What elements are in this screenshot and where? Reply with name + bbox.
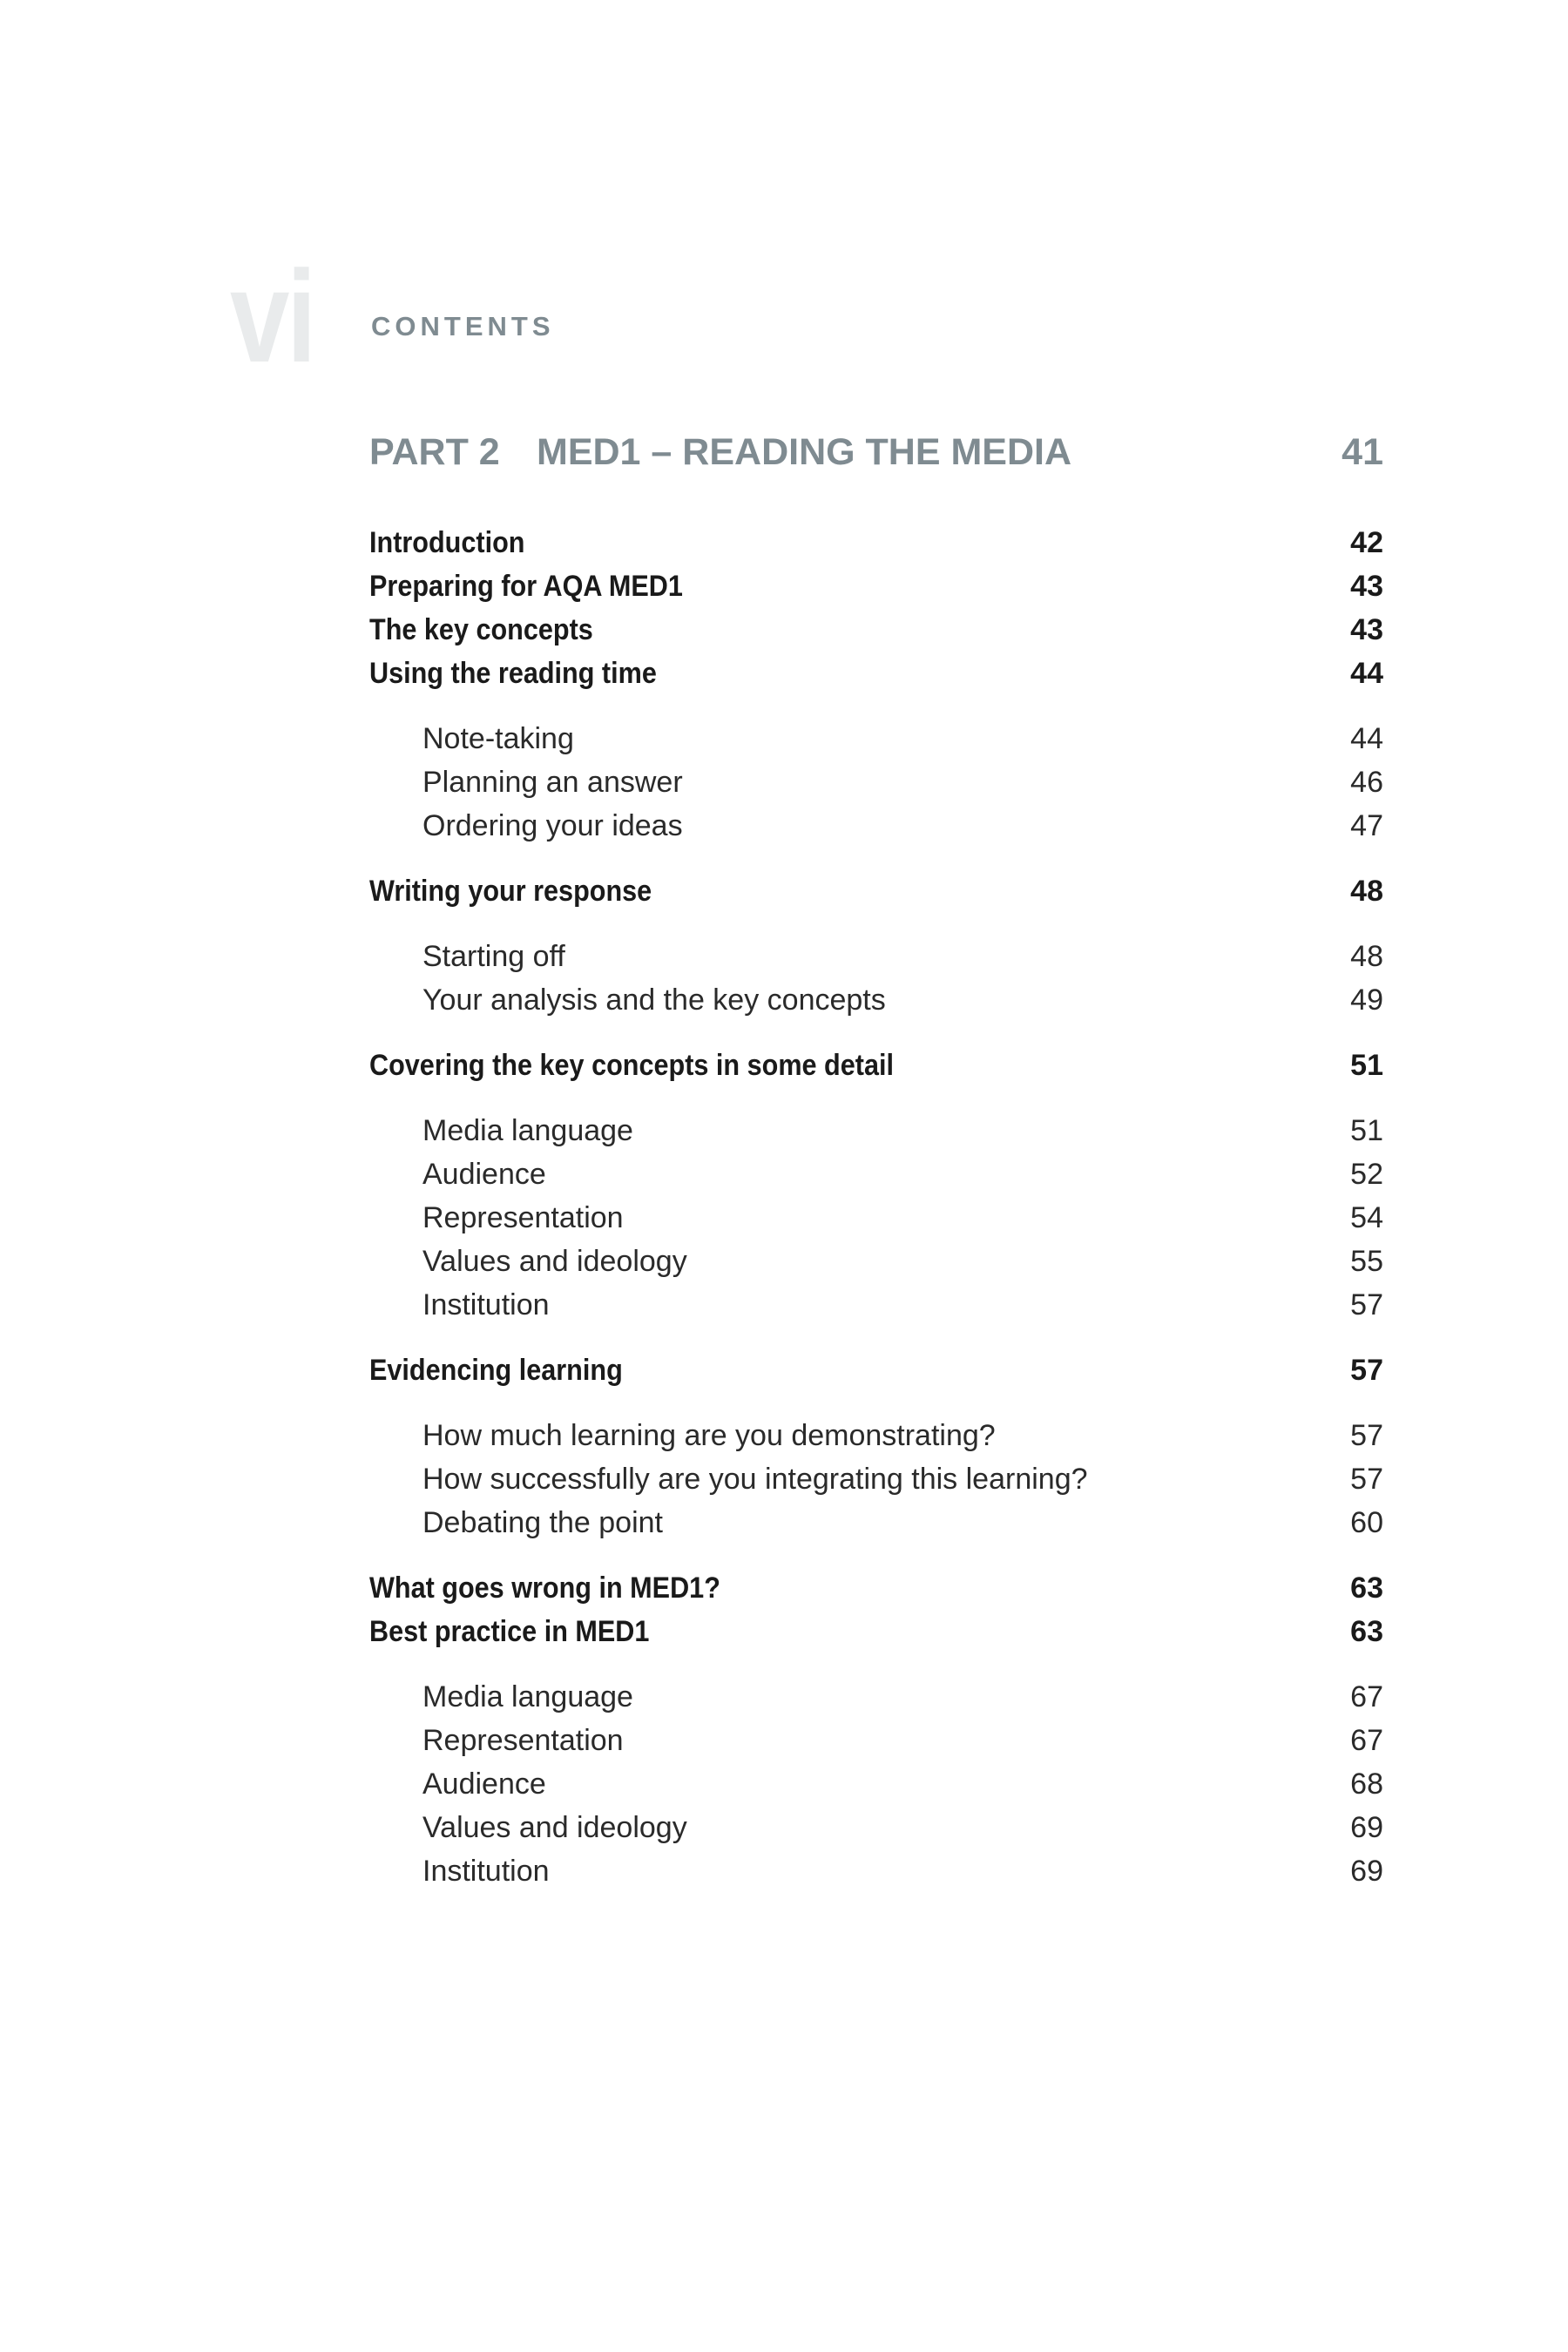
toc-spacer — [369, 913, 1383, 935]
toc-subentry-page: 60 — [1350, 1506, 1383, 1539]
toc-entry-page: 51 — [1350, 1049, 1383, 1082]
toc-entry[interactable] — [369, 652, 1383, 695]
part-label: PART 2 — [369, 431, 500, 473]
toc-entry[interactable] — [369, 1610, 1383, 1653]
toc-subentry-page: 57 — [1350, 1288, 1383, 1321]
table-of-contents — [369, 521, 1383, 1893]
toc-subentry-page: 57 — [1350, 1419, 1383, 1452]
toc-entry-page: 57 — [1350, 1354, 1383, 1387]
toc-entry-title: The key concepts — [369, 613, 593, 646]
toc-subentry[interactable] — [369, 978, 1383, 1022]
toc-spacer — [369, 1022, 1383, 1044]
toc-subentry[interactable] — [369, 1109, 1383, 1152]
toc-subentry[interactable] — [369, 717, 1383, 760]
toc-subentry-page: 55 — [1350, 1245, 1383, 1278]
toc-subentry-page: 69 — [1350, 1811, 1383, 1844]
toc-subentry-title: Media language — [422, 1114, 633, 1147]
toc-spacer — [369, 1327, 1383, 1348]
toc-subentry-page: 48 — [1350, 940, 1383, 973]
toc-entry[interactable] — [369, 521, 1383, 564]
toc-entry-title: Evidencing learning — [369, 1354, 623, 1387]
toc-entry-title: Covering the key concepts in some detail — [369, 1049, 894, 1082]
toc-subentry-title: Audience — [422, 1767, 546, 1801]
toc-entry-page: 43 — [1350, 613, 1383, 646]
toc-entry-page: 63 — [1350, 1615, 1383, 1648]
toc-subentry-page: 57 — [1350, 1463, 1383, 1496]
toc-subentry-title: Media language — [422, 1680, 633, 1713]
toc-entry[interactable] — [369, 608, 1383, 652]
toc-entry-title: Writing your response — [369, 875, 652, 908]
toc-subentry-title: Ordering your ideas — [422, 809, 683, 842]
toc-subentry[interactable] — [369, 935, 1383, 978]
toc-spacer — [369, 1653, 1383, 1675]
toc-entry-title: Best practice in MED1 — [369, 1615, 650, 1648]
toc-entry-page: 63 — [1350, 1571, 1383, 1605]
toc-subentry-title: Institution — [422, 1288, 550, 1321]
toc-subentry[interactable] — [369, 1457, 1383, 1501]
toc-subentry-page: 46 — [1350, 766, 1383, 799]
toc-subentry[interactable] — [369, 1501, 1383, 1544]
toc-entry[interactable] — [369, 1348, 1383, 1392]
toc-subentry[interactable] — [369, 804, 1383, 848]
toc-subentry-page: 67 — [1350, 1724, 1383, 1757]
toc-entry-page: 44 — [1350, 657, 1383, 690]
toc-subentry[interactable] — [369, 1152, 1383, 1196]
toc-subentry[interactable] — [369, 1806, 1383, 1849]
toc-entry-title: What goes wrong in MED1? — [369, 1571, 720, 1605]
toc-subentry-title: Institution — [422, 1855, 550, 1888]
toc-subentry-title: Note-taking — [422, 722, 574, 755]
toc-subentry-title: Representation — [422, 1724, 624, 1757]
toc-subentry-title: How successfully are you integrating this learning? — [422, 1463, 1088, 1496]
toc-subentry-page: 44 — [1350, 722, 1383, 755]
toc-subentry-title: Debating the point — [422, 1506, 663, 1539]
part-heading — [369, 431, 1383, 474]
toc-entry-page: 43 — [1350, 570, 1383, 603]
toc-subentry-page: 52 — [1350, 1158, 1383, 1191]
toc-subentry-page: 49 — [1350, 983, 1383, 1017]
toc-subentry[interactable] — [369, 1283, 1383, 1327]
toc-entry-title: Preparing for AQA MED1 — [369, 570, 683, 603]
toc-spacer — [369, 695, 1383, 717]
toc-subentry[interactable] — [369, 1240, 1383, 1283]
toc-spacer — [369, 848, 1383, 869]
toc-subentry-page: 68 — [1350, 1767, 1383, 1801]
toc-subentry[interactable] — [369, 1762, 1383, 1806]
toc-subentry-page: 69 — [1350, 1855, 1383, 1888]
toc-entry-title: Introduction — [369, 526, 525, 559]
toc-subentry-page: 51 — [1350, 1114, 1383, 1147]
toc-subentry-title: Values and ideology — [422, 1811, 687, 1844]
toc-subentry-page: 67 — [1350, 1680, 1383, 1713]
toc-subentry[interactable] — [369, 1414, 1383, 1457]
toc-entry-title: Using the reading time — [369, 657, 657, 690]
toc-subentry[interactable] — [369, 1675, 1383, 1719]
toc-subentry-title: How much learning are you demonstrating? — [422, 1419, 996, 1452]
toc-entry[interactable] — [369, 869, 1383, 913]
toc-subentry[interactable] — [369, 760, 1383, 804]
toc-entry[interactable] — [369, 564, 1383, 608]
toc-subentry-page: 54 — [1350, 1201, 1383, 1234]
toc-subentry-page: 47 — [1350, 809, 1383, 842]
part-page-number: 41 — [1342, 431, 1383, 473]
page-folio: vi — [230, 243, 314, 389]
toc-subentry-title: Values and ideology — [422, 1245, 687, 1278]
toc-entry-page: 48 — [1350, 875, 1383, 908]
toc-subentry-title: Planning an answer — [422, 766, 683, 799]
part-title: MED1 – READING THE MEDIA — [537, 431, 1072, 473]
toc-subentry-title: Audience — [422, 1158, 546, 1191]
toc-entry[interactable] — [369, 1566, 1383, 1610]
toc-subentry[interactable] — [369, 1849, 1383, 1893]
toc-subentry-title: Your analysis and the key concepts — [422, 983, 886, 1017]
running-head: CONTENTS — [371, 311, 555, 341]
toc-subentry-title: Starting off — [422, 940, 565, 973]
toc-entry[interactable] — [369, 1044, 1383, 1087]
toc-spacer — [369, 1544, 1383, 1566]
toc-entry-page: 42 — [1350, 526, 1383, 559]
toc-subentry[interactable] — [369, 1196, 1383, 1240]
toc-spacer — [369, 1087, 1383, 1109]
toc-spacer — [369, 1392, 1383, 1414]
toc-subentry-title: Representation — [422, 1201, 624, 1234]
toc-subentry[interactable] — [369, 1719, 1383, 1762]
